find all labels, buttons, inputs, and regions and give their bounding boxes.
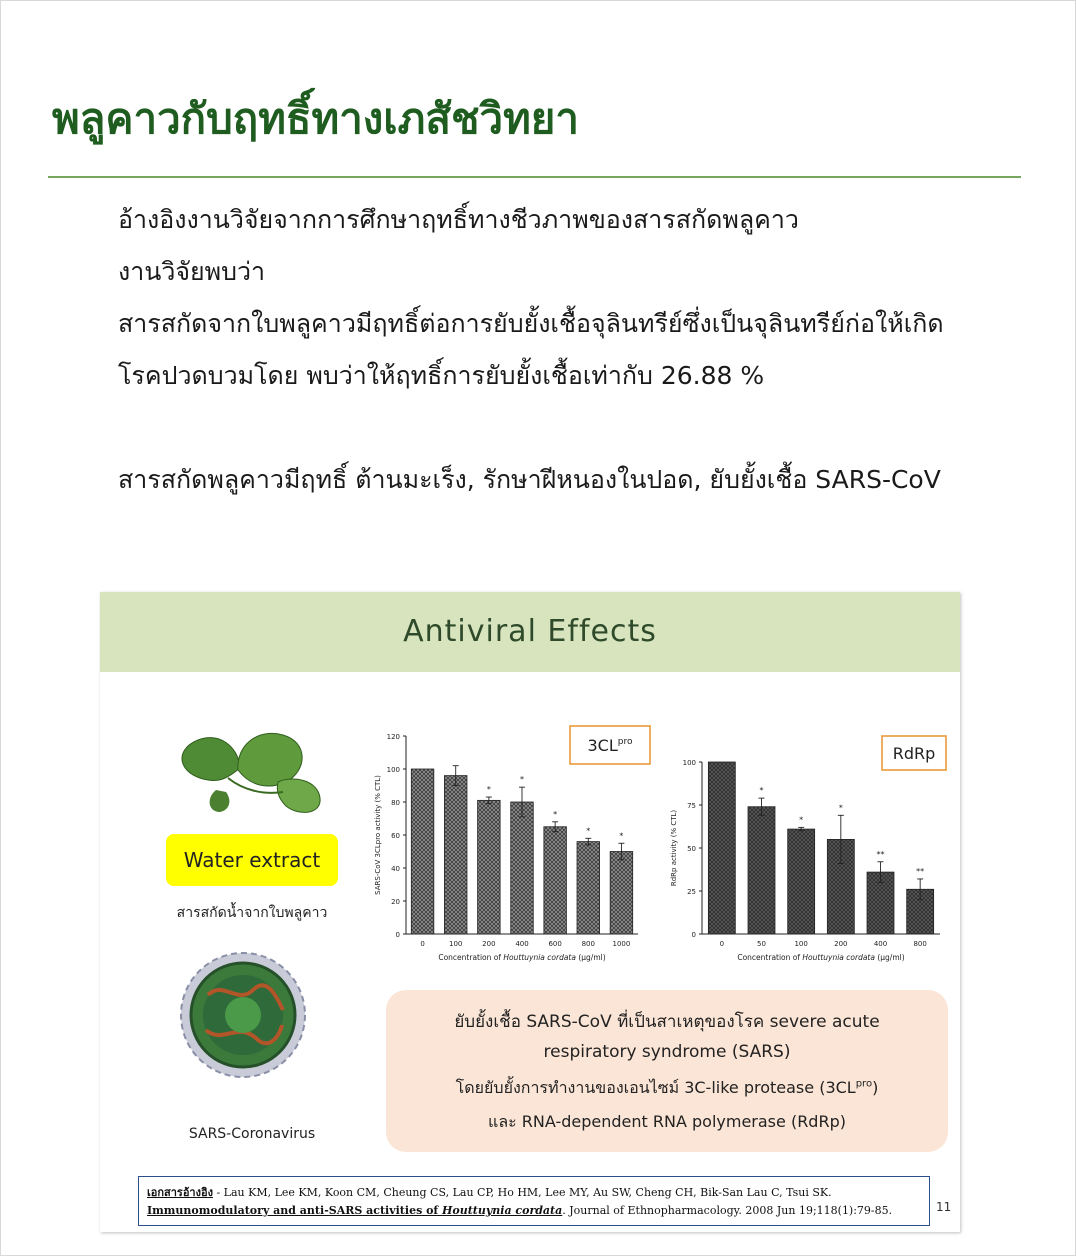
- note-line-3-superscript: pro: [855, 1078, 873, 1090]
- significance-marker: *: [486, 785, 491, 795]
- y-axis-label: RdRp activity (% CTL): [670, 809, 678, 887]
- body-spacer: [118, 402, 1018, 454]
- body-line-finding: งานวิจัยพบว่า: [118, 257, 266, 286]
- body-text: [118, 194, 1018, 506]
- significance-marker: *: [520, 775, 524, 785]
- virus-image: [178, 950, 308, 1080]
- leaf-right: [277, 779, 320, 812]
- chart-title: [893, 744, 936, 763]
- reference-label: เอกสารอ้างอิง: [147, 1186, 213, 1199]
- bar-200: [478, 800, 501, 934]
- reference-line-1: [147, 1183, 832, 1201]
- x-axis-label-unit: (µg/ml): [874, 953, 905, 962]
- body-line-result: โรคปวดบวมโดย พบว่าให้ฤทธิ์การยับยั้งเชื้อเท่ากับ 26.88 %: [118, 361, 765, 390]
- reference-article-title: Immunomodulatory and anti-SARS activities of: [147, 1204, 442, 1217]
- x-tick-label: 200: [834, 940, 848, 948]
- y-tick-label: 75: [687, 802, 696, 810]
- leaf-center: [238, 733, 302, 786]
- chart-title-superscript: pro: [617, 737, 633, 747]
- x-tick-label: 1000: [612, 940, 631, 948]
- significance-marker: *: [619, 831, 624, 841]
- virus-core: [225, 997, 261, 1033]
- leaf-image: [168, 720, 328, 820]
- summary-note: [386, 990, 948, 1152]
- y-tick-label: 20: [391, 898, 400, 906]
- x-axis-label-prefix: Concentration of: [438, 953, 504, 962]
- leaf-left: [182, 738, 240, 781]
- reference-line-2: [147, 1204, 892, 1217]
- page-number: 11: [936, 1200, 952, 1214]
- x-tick-label: 400: [873, 940, 888, 948]
- y-axis-label: SARS-CoV 3CLpro activity (% CTL): [374, 775, 382, 895]
- x-tick-label: 0: [719, 940, 725, 948]
- y-tick-label: 50: [687, 845, 696, 853]
- x-tick-label: 200: [482, 940, 496, 948]
- y-tick-label: 25: [687, 888, 696, 896]
- bar-100: [788, 829, 815, 934]
- y-tick-label: 0: [691, 931, 696, 939]
- embedded-slide: [100, 592, 960, 1232]
- x-axis-label: [737, 953, 904, 962]
- y-tick-label: 40: [391, 865, 400, 873]
- significance-marker: *: [553, 809, 558, 819]
- y-tick-label: 100: [386, 766, 400, 774]
- body-line-effects: สารสกัดพลูคาวมีฤทธิ์ ต้านมะเร็ง, รักษาฝีหนองในปอด, ยับยั้งเชื้อ SARS-CoV: [118, 465, 941, 494]
- y-tick-label: 120: [386, 733, 400, 741]
- bar-0: [411, 769, 434, 934]
- note-line-4: และ RNA-dependent RNA polymerase (RdRp): [488, 1112, 846, 1131]
- slide-title: Antiviral Effects: [403, 614, 657, 649]
- x-axis-label-unit: (µg/ml): [575, 953, 606, 962]
- chart-3clpro: [358, 720, 658, 970]
- water-extract-label: Water extract: [166, 834, 338, 886]
- note-line-3: [386, 1076, 948, 1101]
- body-line-extract: สารสกัดจากใบพลูคาวมีฤทธิ์ต่อการยับยั้งเชื้อจุลินทรีย์ซึ่งเป็นจุลินทรีย์ก่อให้เกิด: [118, 309, 944, 338]
- x-tick-label: 600: [548, 940, 562, 948]
- x-tick-label: 50: [757, 940, 766, 948]
- bar-50: [748, 807, 775, 934]
- chart-title-text: RdRp: [892, 744, 936, 763]
- x-axis-label: [438, 953, 605, 962]
- chart-title-text: 3CL: [587, 736, 618, 755]
- significance-marker: **: [876, 849, 885, 859]
- x-tick-label: 100: [449, 940, 463, 948]
- y-tick-label: 60: [391, 832, 400, 840]
- leaf-caption: สารสกัดน้ำจากใบพลูคาว: [176, 905, 328, 921]
- note-line-2: respiratory syndrome (SARS): [543, 1042, 791, 1062]
- title-divider: [48, 176, 1021, 178]
- y-tick-label: 100: [682, 759, 696, 767]
- y-tick-label: 0: [395, 931, 400, 939]
- note-line-1: ยับยั้งเชื้อ SARS-CoV ที่เป็นสาเหตุของโรค severe acute: [454, 1012, 880, 1032]
- x-tick-label: 400: [515, 940, 529, 948]
- x-tick-label: 0: [420, 940, 425, 948]
- bar-0: [708, 762, 735, 934]
- bar-1000: [610, 852, 633, 935]
- reference-box: [138, 1176, 930, 1226]
- x-tick-label: 800: [913, 940, 927, 948]
- x-tick-label: 800: [581, 940, 595, 948]
- x-tick-label: 100: [794, 940, 808, 948]
- body-line-reference: อ้างอิงงานวิจัยจากการศึกษาฤทธิ์ทางชีวภาพของสารสกัดพลูคาว: [118, 205, 799, 234]
- page-title: พลูคาวกับฤทธิ์ทางเภสัชวิทยา: [52, 94, 579, 143]
- virus-caption: SARS-Coronavirus: [188, 1126, 316, 1142]
- note-line-3-text: โดยยับยั้งการทำงานของเอนไซม์ 3C-like protease (3CL: [455, 1078, 856, 1097]
- chart-rdrp: [660, 730, 950, 970]
- note-line-3-close: ): [872, 1078, 879, 1097]
- reference-authors: - Lau KM, Lee KM, Koon CM, Cheung CS, Lau CP, Ho HM, Lee MY, Au SW, Cheng CH, Bik-San Lau C, Tsui SK.: [212, 1186, 832, 1199]
- y-tick-label: 80: [391, 799, 400, 807]
- reference-journal: . Journal of Ethnopharmacology. 2008 Jun 19;118(1):79-85.: [562, 1204, 893, 1217]
- bar-100: [444, 776, 467, 934]
- x-axis-label-species: Houttuynia cordata: [503, 953, 576, 962]
- significance-marker: *: [838, 803, 843, 813]
- bar-400: [511, 802, 534, 934]
- significance-marker: *: [799, 815, 804, 825]
- significance-marker: **: [916, 866, 925, 876]
- x-axis-label-species: Houttuynia cordata: [802, 953, 875, 962]
- reference-species: Houttuynia cordata: [442, 1204, 563, 1217]
- bar-800: [577, 842, 600, 934]
- x-axis-label-prefix: Concentration of: [737, 953, 803, 962]
- significance-marker: *: [759, 786, 764, 796]
- significance-marker: *: [586, 826, 591, 836]
- leaf-small: [210, 790, 230, 812]
- bar-600: [544, 827, 567, 934]
